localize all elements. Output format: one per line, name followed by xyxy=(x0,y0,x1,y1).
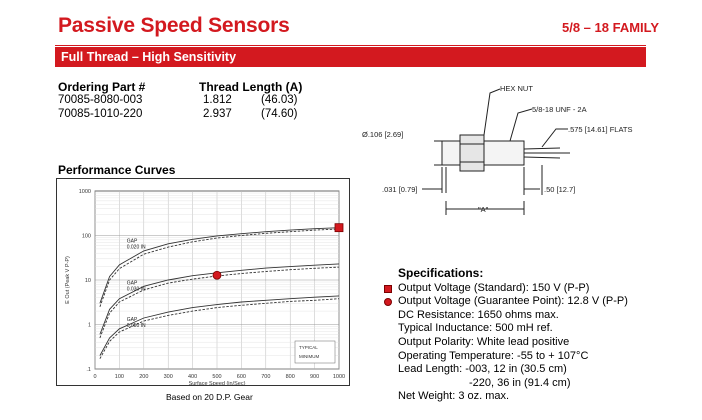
thread-spec-label: 5/8-18 UNF - 2A xyxy=(532,105,587,114)
part-number-cell: 70085-8080-003 xyxy=(58,94,143,106)
performance-chart-svg xyxy=(57,179,349,385)
spec-item xyxy=(398,282,628,296)
x-tick-label: 100 xyxy=(114,374,124,380)
spec-item xyxy=(398,322,628,336)
tail-dimension-label: .50 [12.7] xyxy=(544,185,576,194)
y-tick-label: 1 xyxy=(87,322,91,329)
y-tick-label: 1000 xyxy=(78,189,91,195)
spec-item xyxy=(398,295,628,309)
thread-mm-cell: (74.60) xyxy=(261,108,298,120)
spec-item xyxy=(398,390,628,404)
spec-item xyxy=(398,350,628,364)
spec-text: Typical Inductance: 500 mH ref. xyxy=(398,322,553,335)
x-tick-label: 900 xyxy=(310,374,320,380)
spec-item xyxy=(398,336,628,350)
gap-label: GAP xyxy=(126,238,138,245)
thread-inch-cell: 1.812 xyxy=(203,94,232,106)
gap-label: 0.050 IN xyxy=(126,322,146,329)
chart-caption: Based on 20 D.P. Gear xyxy=(166,392,253,402)
y-tick-label: .1 xyxy=(86,367,91,373)
spec-text: Lead Length: -003, 12 in (30.5 cm) xyxy=(398,363,567,376)
x-tick-label: 1000 xyxy=(332,374,346,380)
x-tick-label: 400 xyxy=(188,374,198,380)
x-tick-label: 0 xyxy=(93,374,97,380)
performance-chart xyxy=(56,178,350,386)
spec-item xyxy=(398,377,628,391)
spec-text: Output Voltage (Guarantee Point): 12.8 V (P-P) xyxy=(398,295,628,308)
page-title: Passive Speed Sensors xyxy=(58,14,290,37)
specifications-block xyxy=(398,267,628,404)
thread-mm-cell: (46.03) xyxy=(261,94,298,106)
x-tick-label: 500 xyxy=(212,374,222,380)
hex-nut-label: HEX NUT xyxy=(500,84,533,93)
spec-text: Operating Temperature: -55 to + 107°C xyxy=(398,349,589,362)
sensor-dimension-drawing xyxy=(360,75,660,220)
part-number-header: Ordering Part # xyxy=(58,80,146,94)
y-tick-label: 10 xyxy=(84,278,91,284)
legend-entry: TYPICAL xyxy=(299,345,318,350)
family-label: 5/8 – 18 FAMILY xyxy=(562,20,660,35)
spec-item xyxy=(398,309,628,323)
performance-curves-title: Performance Curves xyxy=(58,163,176,177)
y-axis-label: E Out (Peak V P-P) xyxy=(65,256,71,304)
guarantee-point-marker xyxy=(213,271,221,279)
x-tick-label: 600 xyxy=(236,374,246,380)
red-circle-marker-icon xyxy=(384,298,392,306)
spec-text: -220, 36 in (91.4 cm) xyxy=(469,376,571,389)
section-banner: Full Thread – High Sensitivity xyxy=(55,47,646,67)
x-tick-label: 800 xyxy=(285,374,295,380)
title-divider xyxy=(55,45,646,46)
spec-text: Net Weight: 3 oz. max. xyxy=(398,390,510,403)
standard-voltage-marker xyxy=(335,224,343,232)
gap-label: GAP xyxy=(126,316,138,323)
spec-item xyxy=(398,363,628,377)
x-tick-label: 200 xyxy=(139,374,149,380)
x-tick-label: 700 xyxy=(261,374,271,380)
flats-label: .575 [14.61] FLATS xyxy=(568,125,633,134)
x-tick-label: 300 xyxy=(163,374,173,380)
spec-text: DC Resistance: 1650 ohms max. xyxy=(398,308,559,321)
red-square-marker-icon xyxy=(384,285,392,293)
part-number-cell: 70085-1010-220 xyxy=(58,108,143,120)
gap-dimension-label: .031 [0.79] xyxy=(382,185,418,194)
thread-inch-cell: 2.937 xyxy=(203,108,232,120)
spec-text: Output Voltage (Standard): 150 V (P-P) xyxy=(398,281,590,294)
gap-label: 0.020 IN xyxy=(126,244,146,251)
thread-length-a-label: "A" xyxy=(478,205,489,214)
gap-label: GAP xyxy=(126,280,138,287)
legend-entry: MINIMUM xyxy=(299,354,320,359)
specifications-title: Specifications: xyxy=(398,266,484,280)
thread-length-header: Thread Length (A) xyxy=(199,80,303,94)
spec-text: Output Polarity: White lead positive xyxy=(398,335,570,348)
y-tick-label: 100 xyxy=(81,233,91,240)
diameter-label: Ø.106 [2.69] xyxy=(362,130,404,139)
x-axis-label: Surface Speed (in/Sec) xyxy=(188,381,246,385)
gap-label: 0.030 IN xyxy=(126,286,146,293)
